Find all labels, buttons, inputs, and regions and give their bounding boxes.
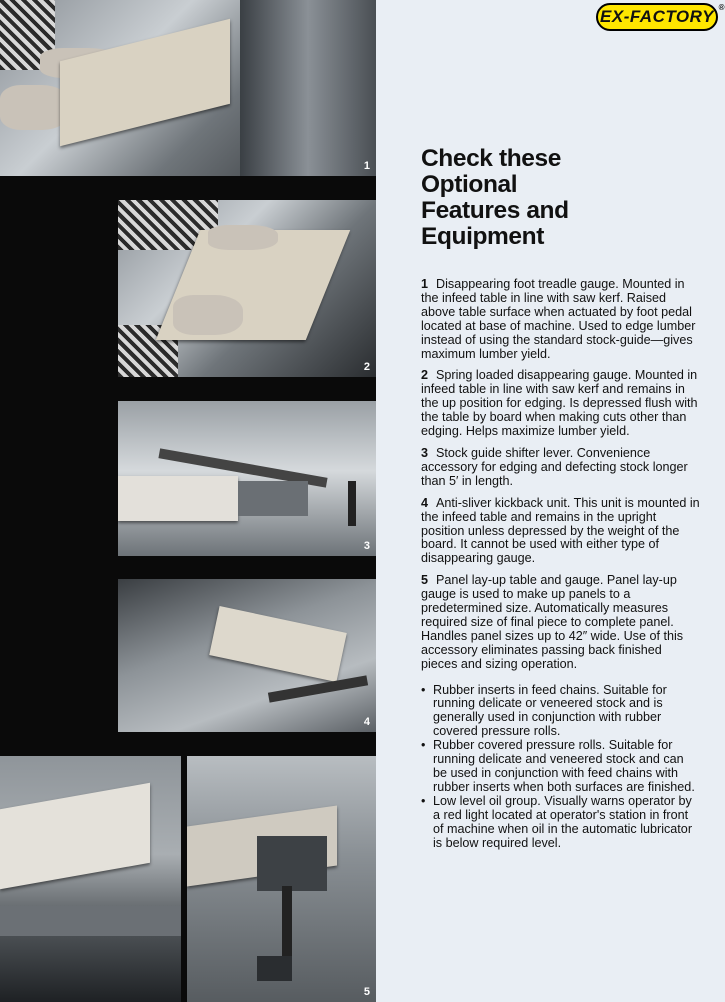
bullet-icon: • [421, 793, 426, 808]
item-text: Spring loaded disappearing gauge. Mounted in infeed table in line with saw kerf and remains in the up position for edging. Is depressed flush with the table by board when making cuts other than edging. Helps maximize lumber yield. [421, 368, 698, 439]
item-text: Anti-sliver kickback unit. This unit is mounted in the infeed table and remains in the upright position unless depressed by the weight of the board. It cannot be used with either type of disappearing gauge. [421, 495, 700, 566]
item-number: 1 [421, 277, 429, 291]
bullet-icon: • [421, 738, 426, 753]
bullet-item [421, 739, 701, 795]
bullet-text: Low level oil group. Visually warns operator by a red light located at operator's station in front of machine when oil in the automatic lubricator is below required level. [433, 793, 693, 850]
feature-item [421, 369, 701, 439]
photo-spring-loaded-gauge [118, 200, 376, 377]
bullet-item [421, 684, 701, 740]
bullet-text: Rubber inserts in feed chains. Suitable for running delicate or veneered stock and is generally used in conjunction with rubber covered pressure rolls. [433, 682, 667, 739]
feature-item [421, 278, 701, 361]
feature-list [421, 278, 701, 850]
logo-text: EX-FACTORY [600, 7, 714, 26]
photo-panel-layup-table [0, 756, 181, 1002]
feature-item [421, 574, 701, 671]
item-text: Stock guide shifter lever. Convenience accessory for edging and defecting stock longer than 5′ in length. [421, 445, 688, 488]
bullet-item [421, 795, 701, 851]
item-text: Panel lay-up table and gauge. Panel lay-up gauge is used to make up panels to a predetermined size. Automatically measures required size of final piece to complete panel. Handles panel sizes up to 42″ wide. Use of this accessory eliminates passing back finished pieces and sizing operation. [421, 573, 684, 671]
registered-mark: ® [718, 3, 725, 12]
photo-anti-sliver-kickback-unit [118, 579, 376, 732]
feature-item [421, 497, 701, 567]
ex-factory-logo [596, 3, 725, 31]
bullet-icon: • [421, 682, 426, 697]
photo-number: 2 [363, 361, 370, 373]
photo-number: 5 [363, 986, 370, 998]
photo-stock-guide-shifter-lever [118, 401, 376, 556]
photo-foot-treadle-gauge [0, 0, 376, 176]
bullet-text: Rubber covered pressure rolls. Suitable for running delicate and veneered stock and can be used in conjunction with feed chains with rubber inserts when both surfaces are finished. [433, 738, 695, 794]
feature-item [421, 447, 701, 489]
item-number: 5 [421, 573, 429, 588]
page-title: Check these Optional Features and Equipment [421, 145, 569, 250]
item-number: 3 [421, 445, 429, 460]
photo-number: 3 [363, 540, 370, 552]
item-text: Disappearing foot treadle gauge. Mounted in the infeed table in line with saw kerf. Raised above table surface when actuated by foot pedal located at base of machine. Used to edge lumber instead of using the standard stock-guide—gives maximum lumber yield. [421, 277, 696, 361]
item-number: 4 [421, 495, 429, 510]
photo-number: 4 [363, 716, 370, 728]
photo-number: 1 [363, 160, 370, 172]
photo-machine-with-gauge [187, 756, 376, 1002]
item-number: 2 [421, 368, 429, 383]
